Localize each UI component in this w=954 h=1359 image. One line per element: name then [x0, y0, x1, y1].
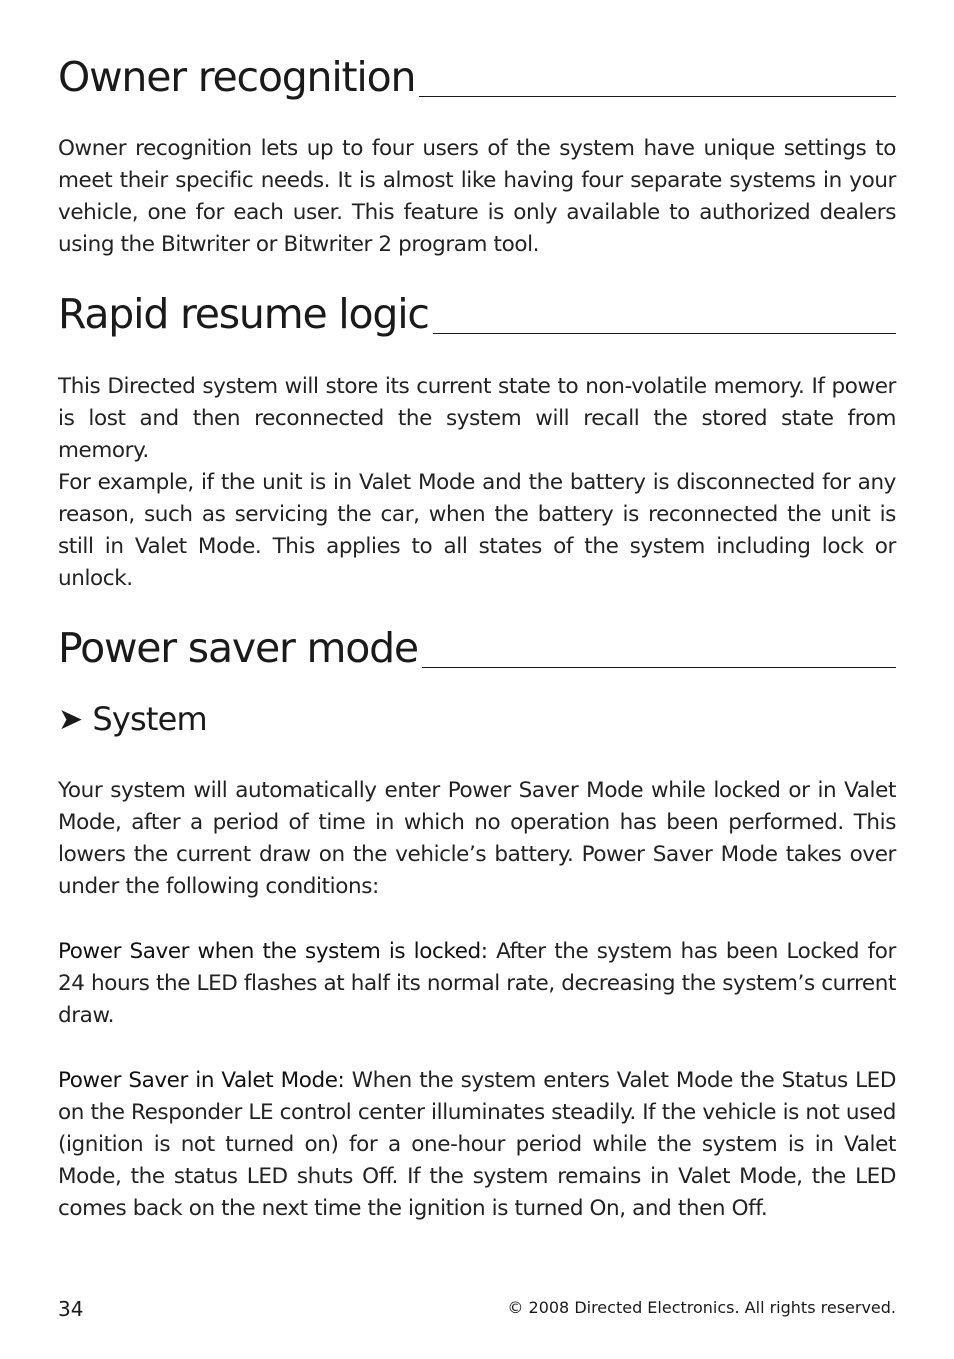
copyright-notice: © 2008 Directed Electronics. All rights reserved. [507, 1298, 896, 1317]
heading-power-saver-mode [58, 624, 896, 672]
paragraph-power-saver-intro: Your system will automatically enter Power Saver Mode while locked or in Valet Mode, after a period of time in which no operation has been performed. This lowers the current draw on the vehicle’s battery. Power Saver Mode takes over under the following conditions: [58, 778, 896, 899]
heading-rule [419, 96, 896, 97]
paragraph-power-saver-locked [58, 936, 896, 1032]
heading-text: Power saver mode [58, 624, 418, 672]
paragraph-text: When the system enters Valet Mode the Status LED on the Responder LE control center illuminates steadily. If the vehicle is not used (ignition is not turned on) for a one-hour period while the system is in Valet Mode, the status LED shuts Off. If the system remains in Valet Mode, the LED comes back on the next time the ignition is turned On, and then Off. [58, 1068, 896, 1221]
lead-phrase: Power Saver when the system is locked: [58, 939, 488, 964]
subheading-system [58, 700, 207, 738]
heading-text: Rapid resume logic [58, 290, 429, 338]
heading-rule [422, 667, 896, 668]
subheading-text: System [92, 700, 207, 738]
paragraph-rapid-resume-2: For example, if the unit is in Valet Mode and the battery is disconnected for any reason, such as servicing the car, when the battery is reconnected the unit is still in Valet Mode. This applies to all states of the system including lock or unlock. [58, 470, 896, 591]
lead-phrase: Power Saver in Valet Mode: [58, 1068, 345, 1093]
heading-rapid-resume-logic [58, 290, 896, 338]
page-number: 34 [58, 1297, 84, 1321]
paragraph-rapid-resume-1: This Directed system will store its current state to non-volatile memory. If power is lost and then reconnected the system will recall the stored state from memory. [58, 374, 896, 463]
paragraph-power-saver-valet [58, 1065, 896, 1225]
heading-text: Owner recognition [58, 53, 416, 101]
paragraph-owner-recognition: Owner recognition lets up to four users of the system have unique settings to meet their specific needs. It is almost like having four separate systems in your vehicle, one for each user. This feature is only available to authorized dealers using the Bitwriter or Bitwriter 2 program tool. [58, 136, 896, 257]
paragraph-text: After the system has been Locked for 24 hours the LED flashes at half its normal rate, decreasing the system’s current draw. [58, 939, 896, 1028]
arrow-bullet-icon: ➤ [58, 701, 83, 737]
heading-rule [433, 333, 896, 334]
heading-owner-recognition [58, 53, 896, 101]
